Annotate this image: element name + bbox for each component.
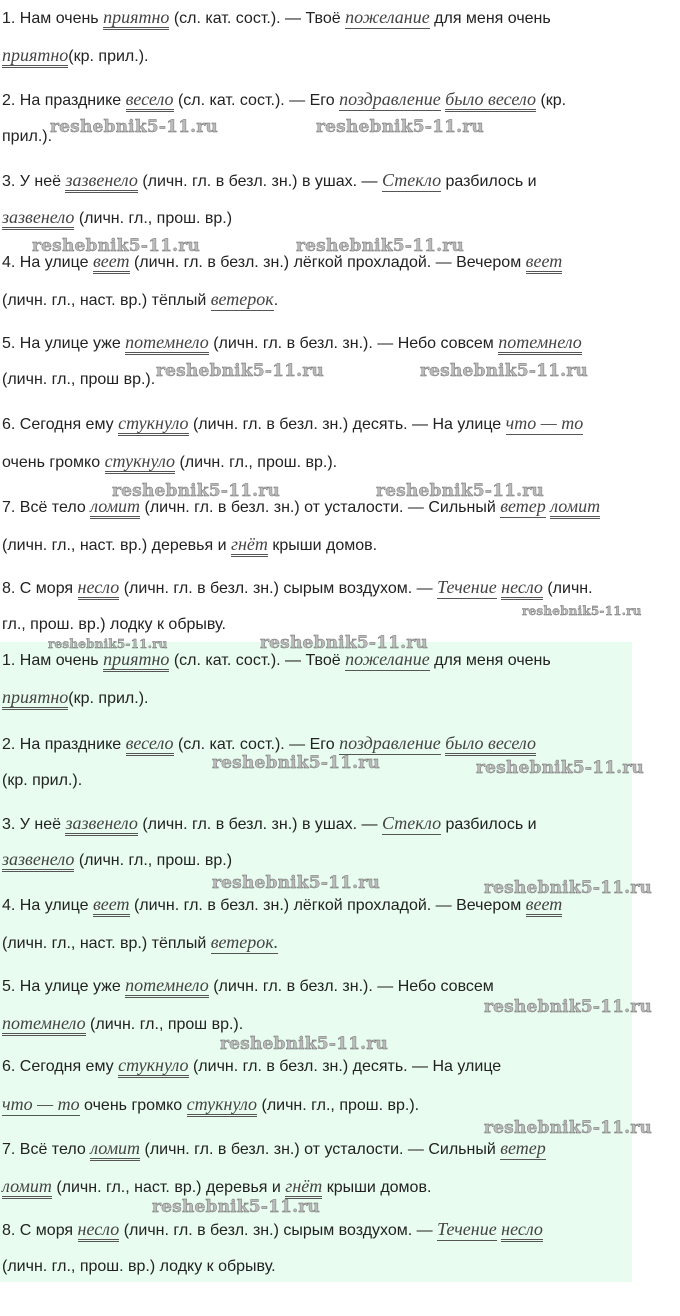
text-line [2, 732, 536, 756]
text-segment: (личн. гл. в безл. зн.). — Небо совсем [208, 978, 494, 995]
text-segment: (сл. кат. сост.). — Твоё [169, 652, 346, 669]
text-segment: (личн. гл., наст. вр.) деревья и [2, 537, 231, 554]
text-segment: 5. На улице уже [2, 335, 126, 352]
subject-word: поздравление [339, 89, 441, 109]
subject-word: что — то [2, 1094, 80, 1114]
text-segment: для меня очень [429, 652, 551, 669]
text-line [2, 169, 537, 193]
text-line [2, 1137, 546, 1161]
text-segment: (личн. гл. в безл. зн.). — Небо совсем [208, 335, 499, 352]
answer-text-block [0, 642, 632, 1282]
text-segment: (сл. кат. сост.). — Твоё [169, 10, 346, 27]
text-segment: (кр. прил.). [68, 690, 149, 707]
subject-word: ветерок. [210, 932, 279, 952]
text-line [2, 614, 226, 636]
text-segment: 5. На улице уже [2, 978, 126, 995]
watermark-text: reshebnik5-11.ru [212, 873, 380, 893]
predicate-word: весело [126, 89, 174, 112]
subject-word: поздравление [339, 733, 441, 753]
text-line [2, 450, 337, 474]
text-segment: (личн. гл., прош. вр.) [74, 852, 233, 869]
text-line [2, 1093, 419, 1117]
predicate-word: зазвенело [2, 207, 74, 230]
predicate-word: веет [93, 251, 130, 274]
watermark-text: reshebnik5-11.ru [316, 117, 484, 137]
text-segment: 1. Нам очень [2, 652, 104, 669]
text-segment: 3. У неё [2, 816, 66, 833]
subject-word: ветер [500, 1138, 546, 1158]
predicate-word: приятно [103, 7, 169, 30]
text-line [2, 1012, 243, 1036]
text-segment: (личн. гл. в безл. зн.) лёгкой прохладой. — Вечером [129, 897, 526, 914]
text-segment: 2. На празднике [2, 92, 126, 109]
text-line [2, 412, 583, 436]
predicate-word: несло [501, 577, 543, 600]
text-segment: (личн. гл. в безл. зн.) сырым воздухом. — [119, 580, 438, 597]
text-segment: 6. Сегодня ему [2, 416, 119, 433]
watermark-text: reshebnik5-11.ru [476, 758, 644, 778]
predicate-word: веет [93, 894, 130, 917]
text-segment: (личн. гл., наст. вр.) тёплый [2, 935, 211, 952]
predicate-word: стукнуло [105, 451, 175, 474]
predicate-word: было весело [445, 89, 536, 112]
text-segment: 2. На празднике [2, 736, 126, 753]
predicate-word: потемнело [2, 1013, 86, 1036]
text-segment: крыши домов. [322, 1179, 432, 1196]
predicate-word: зазвенело [65, 813, 137, 836]
watermark-text: reshebnik5-11.ru [48, 637, 168, 651]
exercise-text-block [0, 0, 680, 642]
watermark-text: reshebnik5-11.ru [152, 1197, 320, 1217]
text-segment: (сл. кат. сост.). — Его [173, 92, 340, 109]
text-line [2, 331, 582, 355]
subject-word: Стекло [381, 813, 442, 833]
text-segment: 3. У неё [2, 173, 66, 190]
watermark-text: reshebnik5-11.ru [212, 753, 380, 773]
text-segment: 4. На улице [2, 254, 93, 271]
text-segment: 1. Нам очень [2, 10, 104, 27]
text-line [2, 974, 494, 998]
text-line [2, 126, 52, 148]
text-line [2, 648, 551, 672]
text-line [2, 88, 566, 112]
watermark-text: reshebnik5-11.ru [220, 1034, 388, 1054]
text-segment: (личн. гл. в безл. зн.) сырым воздухом. — [119, 1222, 438, 1239]
text-segment: (кр. прил.). [68, 48, 149, 65]
text-line [2, 848, 232, 872]
watermark-text: reshebnik5-11.ru [32, 236, 200, 256]
predicate-word: зазвенело [2, 849, 74, 872]
subject-word: Течение [437, 1219, 497, 1239]
subject-word: Стекло [381, 170, 442, 190]
watermark-text: reshebnik5-11.ru [522, 604, 642, 618]
text-segment: 7. Всё тело [2, 499, 91, 516]
text-segment: (личн. [542, 580, 593, 597]
predicate-word: ломит [550, 496, 600, 519]
predicate-word: стукнуло [118, 413, 188, 436]
predicate-word: было весело [445, 733, 536, 756]
predicate-word: стукнуло [187, 1094, 257, 1117]
text-line [2, 1054, 501, 1078]
text-segment: очень громко [79, 1097, 187, 1114]
watermark-text: reshebnik5-11.ru [260, 633, 428, 653]
text-segment: 4. На улице [2, 897, 93, 914]
predicate-word: веет [526, 251, 563, 274]
text-line [2, 576, 593, 600]
text-segment: (личн. гл., прош вр.). [85, 1016, 244, 1033]
predicate-word: ломит [90, 1138, 140, 1161]
text-segment: разбилось и [441, 173, 537, 190]
predicate-word: зазвенело [65, 170, 137, 193]
subject-word: что — то [505, 413, 584, 433]
text-segment: (личн. гл., наст. вр.) деревья и [51, 1179, 286, 1196]
text-line [2, 44, 148, 68]
text-segment: (личн. гл. в безл. зн.) от усталости. — Сильный [140, 499, 501, 516]
watermark-text: reshebnik5-11.ru [156, 361, 324, 381]
text-segment: (сл. кат. сост.). — Его [173, 736, 340, 753]
text-line [2, 1256, 276, 1278]
text-segment: 8. С моря [2, 580, 78, 597]
text-segment: (личн. гл., наст. вр.) тёплый [2, 292, 211, 309]
predicate-word: приятно [2, 687, 68, 710]
text-segment: для меня очень [429, 10, 551, 27]
text-segment: (личн. гл., прош. вр.). [257, 1097, 420, 1114]
watermark-text: reshebnik5-11.ru [112, 481, 280, 501]
text-line [2, 893, 562, 917]
text-line [2, 686, 148, 710]
predicate-word: приятно [103, 649, 169, 672]
text-segment: (личн. гл., прош. вр.) лодку к обрыву. [2, 1258, 276, 1275]
predicate-word: несло [78, 577, 120, 600]
text-line [2, 288, 278, 312]
predicate-word: стукнуло [118, 1055, 188, 1078]
text-segment: гл., прош. вр.) лодку к обрыву. [2, 616, 226, 633]
predicate-word: ломит [90, 496, 140, 519]
text-segment: 6. Сегодня ему [2, 1058, 119, 1075]
text-segment: (личн. гл., прош. вр.) [74, 210, 233, 227]
watermark-text: reshebnik5-11.ru [484, 878, 652, 898]
predicate-word: несло [78, 1219, 120, 1242]
watermark-text: reshebnik5-11.ru [376, 481, 544, 501]
text-line [2, 931, 278, 955]
text-line [2, 812, 537, 836]
text-segment: (личн. гл. в безл. зн.) в ушах. — [137, 816, 382, 833]
watermark-text: reshebnik5-11.ru [484, 1118, 652, 1138]
text-segment: (кр. прил.). [2, 772, 83, 789]
watermark-text: reshebnik5-11.ru [420, 361, 588, 381]
text-segment: (кр. [536, 92, 567, 109]
text-segment: разбилось и [441, 816, 537, 833]
predicate-word: приятно [2, 45, 68, 68]
watermark-text: reshebnik5-11.ru [484, 997, 652, 1017]
text-line [2, 533, 377, 557]
subject-word: пожелание [345, 7, 430, 27]
predicate-word: потемнело [498, 332, 582, 355]
text-line [2, 250, 562, 274]
subject-word: ветер [500, 496, 546, 516]
predicate-word: потемнело [125, 332, 209, 355]
text-segment: (личн. гл. в безл. зн.) от усталости. — Сильный [140, 1141, 501, 1158]
subject-word: ветерок [210, 289, 274, 309]
text-segment: очень громко [2, 454, 105, 471]
text-line [2, 1175, 431, 1199]
text-line [2, 495, 600, 519]
text-segment: 7. Всё тело [2, 1141, 91, 1158]
text-segment: (личн. гл. в безл. зн.) десять. — На улице [188, 416, 506, 433]
text-line [2, 6, 551, 30]
predicate-word: несло [501, 1219, 543, 1242]
text-line [2, 369, 155, 391]
text-segment: (личн. гл., прош. вр.). [175, 454, 338, 471]
text-segment: (личн. гл., прош вр.). [2, 371, 156, 388]
subject-word: пожелание [345, 649, 430, 669]
text-segment: . [273, 292, 279, 309]
text-segment: (личн. гл. в безл. зн.) лёгкой прохладой. — Вечером [129, 254, 526, 271]
subject-word: Течение [437, 577, 497, 597]
text-line [2, 770, 82, 792]
text-line [2, 206, 232, 230]
predicate-word: веет [526, 894, 563, 917]
text-segment: прил.). [2, 128, 53, 145]
predicate-word: гнёт [285, 1176, 322, 1199]
predicate-word: весело [126, 733, 174, 756]
predicate-word: гнёт [231, 534, 268, 557]
predicate-word: потемнело [125, 975, 209, 998]
text-segment: крыши домов. [267, 537, 378, 554]
watermark-text: reshebnik5-11.ru [50, 117, 218, 137]
text-segment: (личн. гл. в безл. зн.) десять. — На улице [188, 1058, 502, 1075]
watermark-text: reshebnik5-11.ru [296, 236, 464, 256]
text-segment: 8. С моря [2, 1222, 78, 1239]
predicate-word: ломит [2, 1176, 52, 1199]
text-segment: (личн. гл. в безл. зн.) в ушах. — [137, 173, 382, 190]
text-line [2, 1218, 543, 1242]
